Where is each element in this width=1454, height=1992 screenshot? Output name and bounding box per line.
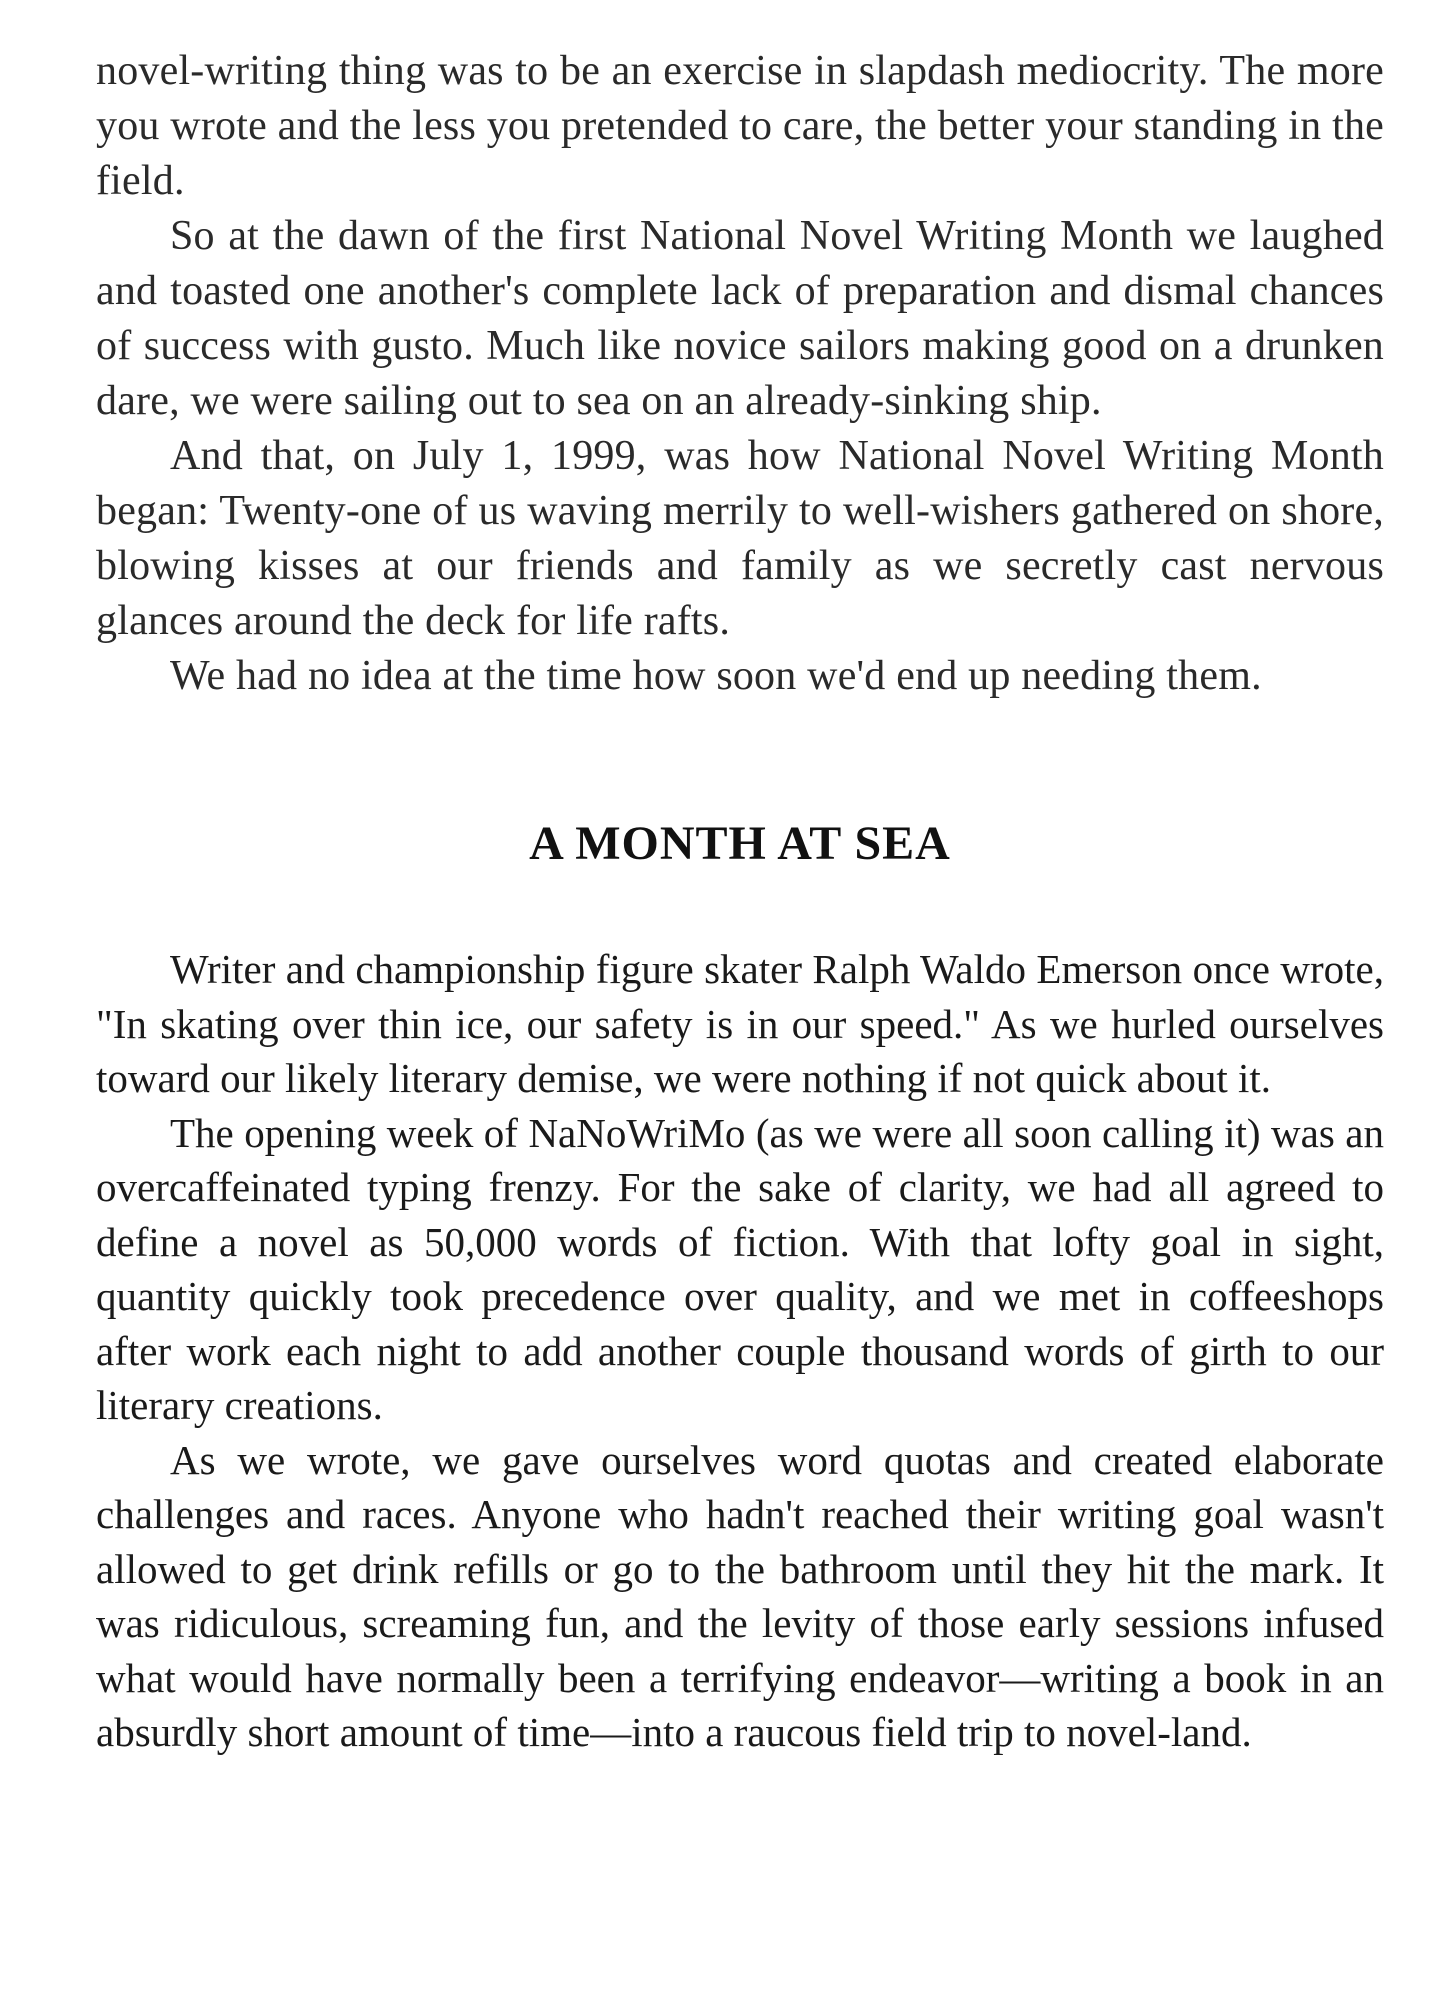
book-page [96,44,1384,1760]
section-heading: A MONTH AT SEA [529,817,951,870]
paragraph: The opening week of NaNoWriMo (as we were all soon calling it) was an overcaffeinated typing frenzy. For the sake of clarity, we had all agreed to define a novel as 50,000 words of fiction. With that lofty goal in sight, quantity quickly took precedence over quality, and we met in coffeeshops after work each night to add another couple thousand words of girth to our literary creations. [96,1109,1384,1428]
paragraph-continued: novel-writing thing was to be an exercise in slapdash mediocrity. The more you wrote and the less you pretended to care, the better your standing in the field. [96,48,1384,204]
section-month-at-sea [96,942,1384,1760]
section-intro [96,44,1384,704]
paragraph: And that, on July 1, 1999, was how National Novel Writing Month began: Twenty-one of us waving merrily to well-wishers gathered on shore, blowing kisses at our friends and family as we secretly cast nervous glances around the deck for life rafts. [96,433,1384,644]
paragraph: As we wrote, we gave ourselves word quotas and created elaborate challenges and races. Anyone who hadn't reached their writing goal wasn't allowed to get drink refills or go to the bathroom until they hit the mark. It was ridiculous, screaming fun, and the levity of those early sessions infused what would have normally been a terrifying endeavor—writing a book in an absurdly short amount of time—into a raucous field trip to novel-land. [96,1436,1384,1755]
paragraph: Writer and championship figure skater Ralph Waldo Emerson once wrote, "In skating over thin ice, our safety is in our speed." As we hurled ourselves toward our likely literary demise, we were nothing if not quick about it. [96,946,1384,1101]
paragraph: So at the dawn of the first National Novel Writing Month we laughed and toasted one another's complete lack of preparation and dismal chances of success with gusto. Much like novice sailors making good on a drunken dare, we were sailing out to sea on an already-sinking ship. [96,213,1384,424]
paragraph: We had no idea at the time how soon we'd end up needing them. [170,653,1262,699]
